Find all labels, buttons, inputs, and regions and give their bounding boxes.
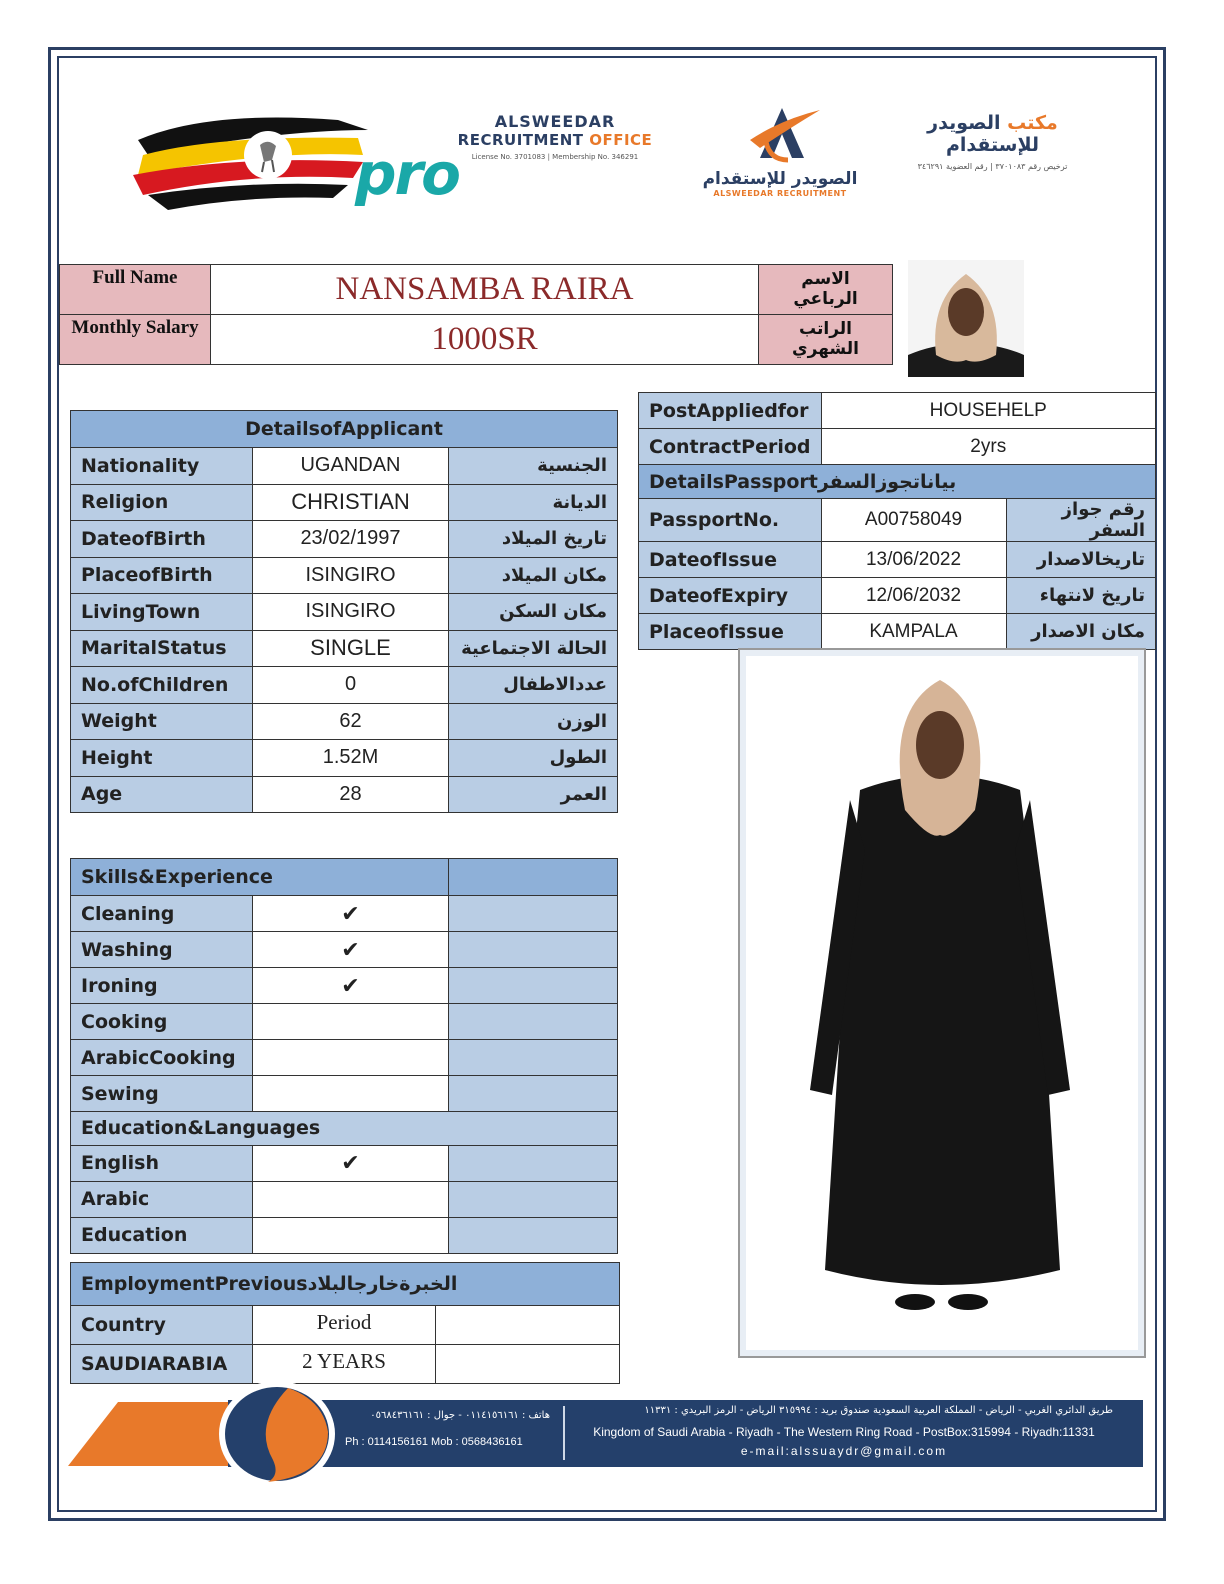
row-label: MaritalStatus bbox=[71, 630, 253, 667]
skills-title: Skills&Experience bbox=[71, 859, 449, 896]
row-label: Weight bbox=[71, 703, 253, 740]
office-name-line1: ALSWEEDAR bbox=[494, 112, 616, 131]
pro-logo-text: pro bbox=[355, 140, 459, 208]
education-languages-title: Education&Languages bbox=[71, 1112, 618, 1146]
right-logo-word-office: مكتب bbox=[1007, 112, 1058, 134]
post-passport-table bbox=[638, 392, 1156, 650]
row-value: 28 bbox=[253, 776, 449, 813]
table-row bbox=[639, 429, 1156, 465]
row-value: CHRISTIAN bbox=[253, 484, 449, 521]
skill-label: ArabicCooking bbox=[71, 1040, 253, 1076]
table-row bbox=[639, 542, 1156, 578]
table-row bbox=[71, 521, 618, 558]
row-label: DateofBirth bbox=[71, 521, 253, 558]
right-logo bbox=[880, 112, 1105, 171]
table-row bbox=[71, 1217, 618, 1253]
table-row bbox=[71, 557, 618, 594]
table-row bbox=[71, 630, 618, 667]
skill-blank bbox=[449, 1040, 618, 1076]
language-blank bbox=[449, 1181, 618, 1217]
table-row bbox=[71, 1306, 620, 1345]
skill-check bbox=[253, 1040, 449, 1076]
office-name-line2 bbox=[455, 131, 655, 149]
table-row bbox=[71, 776, 618, 813]
skill-blank bbox=[449, 896, 618, 932]
full-name-value: NANSAMBA RAIRA bbox=[211, 265, 759, 315]
skill-blank bbox=[449, 1004, 618, 1040]
table-row bbox=[639, 499, 1156, 542]
language-label: Arabic bbox=[71, 1181, 253, 1217]
table-row bbox=[71, 594, 618, 631]
table-row bbox=[71, 1004, 618, 1040]
row-label: Religion bbox=[71, 484, 253, 521]
skill-label: Sewing bbox=[71, 1076, 253, 1112]
skill-blank bbox=[449, 968, 618, 1004]
footer-orange-shape bbox=[68, 1398, 228, 1468]
row-ar-label: مكان الاصدار bbox=[1006, 614, 1156, 650]
contract-period-label: ContractPeriod bbox=[639, 429, 822, 465]
center-logo-en: ALSWEEDAR RECRUITMENT bbox=[713, 189, 847, 198]
language-label: English bbox=[71, 1145, 253, 1181]
applicant-details-title: DetailsofApplicant bbox=[71, 411, 618, 448]
row-value: 0 bbox=[253, 667, 449, 704]
previous-employment-table bbox=[70, 1262, 620, 1384]
row-ar-label: مكان الميلاد bbox=[449, 557, 618, 594]
table-row bbox=[639, 578, 1156, 614]
footer-divider bbox=[563, 1406, 565, 1460]
row-label: DateofIssue bbox=[639, 542, 822, 578]
table-row bbox=[71, 1181, 618, 1217]
row-label: Age bbox=[71, 776, 253, 813]
table-row bbox=[71, 968, 618, 1004]
skill-label: Ironing bbox=[71, 968, 253, 1004]
row-ar-label: العمر bbox=[449, 776, 618, 813]
footer-phone-ar: هاتف : ٠١١٤١٥٦١٦١ - جوال : ٠٥٦٨٤٣٦١٦١ bbox=[370, 1410, 550, 1421]
language-check bbox=[253, 1181, 449, 1217]
post-applied-label: PostAppliedfor bbox=[639, 393, 822, 429]
table-row bbox=[71, 1040, 618, 1076]
employment-period: 2 YEARS bbox=[253, 1345, 436, 1384]
applicant-details-table bbox=[70, 410, 618, 813]
table-row bbox=[71, 896, 618, 932]
table-row bbox=[71, 1145, 618, 1181]
center-logo-ar: الصويدر للإستقدام bbox=[702, 169, 858, 189]
office-license-text: License No. 3701083 | Membership No. 346291 bbox=[471, 153, 639, 161]
table-row bbox=[71, 703, 618, 740]
skill-check: ✔ bbox=[253, 932, 449, 968]
row-value: KAMPALA bbox=[821, 614, 1006, 650]
education-blank bbox=[449, 1217, 618, 1253]
table-row bbox=[639, 393, 1156, 429]
skill-check: ✔ bbox=[253, 896, 449, 932]
row-label: PlaceofIssue bbox=[639, 614, 822, 650]
language-check: ✔ bbox=[253, 1145, 449, 1181]
skill-blank bbox=[449, 1076, 618, 1112]
full-name-label: Full Name bbox=[60, 265, 211, 315]
row-label: PassportNo. bbox=[639, 499, 822, 542]
row-ar-label: الديانة bbox=[449, 484, 618, 521]
table-row bbox=[71, 667, 618, 704]
full-body-photo bbox=[738, 648, 1146, 1358]
office-logo-en bbox=[455, 112, 655, 161]
row-value: UGANDAN bbox=[253, 448, 449, 485]
row-value: ISINGIRO bbox=[253, 557, 449, 594]
row-label: DateofExpiry bbox=[639, 578, 822, 614]
row-value: A00758049 bbox=[821, 499, 1006, 542]
row-ar-label: الوزن bbox=[449, 703, 618, 740]
portrait-photo bbox=[908, 260, 1024, 377]
row-label: Height bbox=[71, 740, 253, 777]
skill-blank bbox=[449, 932, 618, 968]
full-name-ar-label: الاسم الرباعي bbox=[759, 265, 893, 315]
country-header: Country bbox=[71, 1306, 253, 1345]
right-logo-sub: ترخيص رقم ٣٧٠١٠٨٣ | رقم العضوية ٣٤٦٢٩١ bbox=[917, 162, 1068, 171]
employment-country: SAUDIARABIA bbox=[71, 1345, 253, 1384]
skill-label: Cleaning bbox=[71, 896, 253, 932]
row-ar-label: الحالة الاجتماعية bbox=[449, 630, 618, 667]
table-row bbox=[639, 614, 1156, 650]
table-row bbox=[71, 1076, 618, 1112]
row-ar-label: تاريخالاصدار bbox=[1006, 542, 1156, 578]
monthly-salary-ar-label: الراتب الشهري bbox=[759, 315, 893, 365]
row-value: 13/06/2022 bbox=[821, 542, 1006, 578]
table-row bbox=[71, 932, 618, 968]
skills-title-blank bbox=[449, 859, 618, 896]
footer-phone-en: Ph : 0114156161 Mob : 0568436161 bbox=[345, 1436, 523, 1448]
skill-check: ✔ bbox=[253, 968, 449, 1004]
center-logo-a-icon bbox=[730, 100, 830, 165]
table-row bbox=[71, 1345, 620, 1384]
row-ar-label: مكان السكن bbox=[449, 594, 618, 631]
name-salary-table bbox=[59, 264, 893, 365]
row-value: 12/06/2032 bbox=[821, 578, 1006, 614]
center-logo bbox=[700, 100, 860, 210]
footer-email: e-mail:alssuaydr@gmail.com bbox=[740, 1444, 948, 1458]
row-label: LivingTown bbox=[71, 594, 253, 631]
row-value: 62 bbox=[253, 703, 449, 740]
footer-address-en: Kingdom of Saudi Arabia - Riyadh - The Western Ring Road - PostBox:315994 - Riyadh:11331 bbox=[593, 1425, 1095, 1439]
row-label: PlaceofBirth bbox=[71, 557, 253, 594]
language-blank bbox=[449, 1145, 618, 1181]
row-ar-label: الطول bbox=[449, 740, 618, 777]
office-name-office: OFFICE bbox=[589, 131, 653, 149]
right-logo-word-name: الصويدر للإستقدام bbox=[927, 112, 1040, 156]
skill-check bbox=[253, 1076, 449, 1112]
skill-check bbox=[253, 1004, 449, 1040]
employment-blank bbox=[436, 1306, 620, 1345]
skill-label: Cooking bbox=[71, 1004, 253, 1040]
row-value: 23/02/1997 bbox=[253, 521, 449, 558]
table-row bbox=[71, 484, 618, 521]
row-ar-label: الجنسية bbox=[449, 448, 618, 485]
footer-address-ar: طريق الدائري الغربي - الرياض - المملكة العربية السعودية صندوق بريد : ٣١٥٩٩٤ الرياض - الرمز البريدي : ١١٣٣١ bbox=[644, 1405, 1113, 1416]
row-ar-label: رقم جواز السفر bbox=[1006, 499, 1156, 542]
table-row bbox=[71, 448, 618, 485]
row-value: ISINGIRO bbox=[253, 594, 449, 631]
row-value: SINGLE bbox=[253, 630, 449, 667]
monthly-salary-value: 1000SR bbox=[211, 315, 759, 365]
skill-label: Washing bbox=[71, 932, 253, 968]
period-header: Period bbox=[253, 1306, 436, 1345]
row-ar-label: عددالاطفال bbox=[449, 667, 618, 704]
contract-period-value: 2yrs bbox=[821, 429, 1156, 465]
row-value: 1.52M bbox=[253, 740, 449, 777]
right-logo-title bbox=[880, 112, 1105, 156]
education-label: Education bbox=[71, 1217, 253, 1253]
post-applied-value: HOUSEHELP bbox=[821, 393, 1156, 429]
office-name-recruitment: RECRUITMENT bbox=[457, 131, 584, 149]
education-check bbox=[253, 1217, 449, 1253]
previous-employment-title: EmploymentPreviousالخبرةخارجالبلاد bbox=[71, 1263, 620, 1306]
row-ar-label: تاريخ الميلاد bbox=[449, 521, 618, 558]
row-label: No.ofChildren bbox=[71, 667, 253, 704]
employment-blank bbox=[436, 1345, 620, 1384]
footer-circle-logo bbox=[218, 1380, 336, 1488]
row-label: Nationality bbox=[71, 448, 253, 485]
table-row bbox=[71, 740, 618, 777]
monthly-salary-label: Monthly Salary bbox=[60, 315, 211, 365]
skills-table bbox=[70, 858, 618, 1254]
passport-details-title: DetailsPassportبياناتجوزالسفر bbox=[639, 465, 1156, 499]
row-ar-label: تاريخ لانتهاء bbox=[1006, 578, 1156, 614]
